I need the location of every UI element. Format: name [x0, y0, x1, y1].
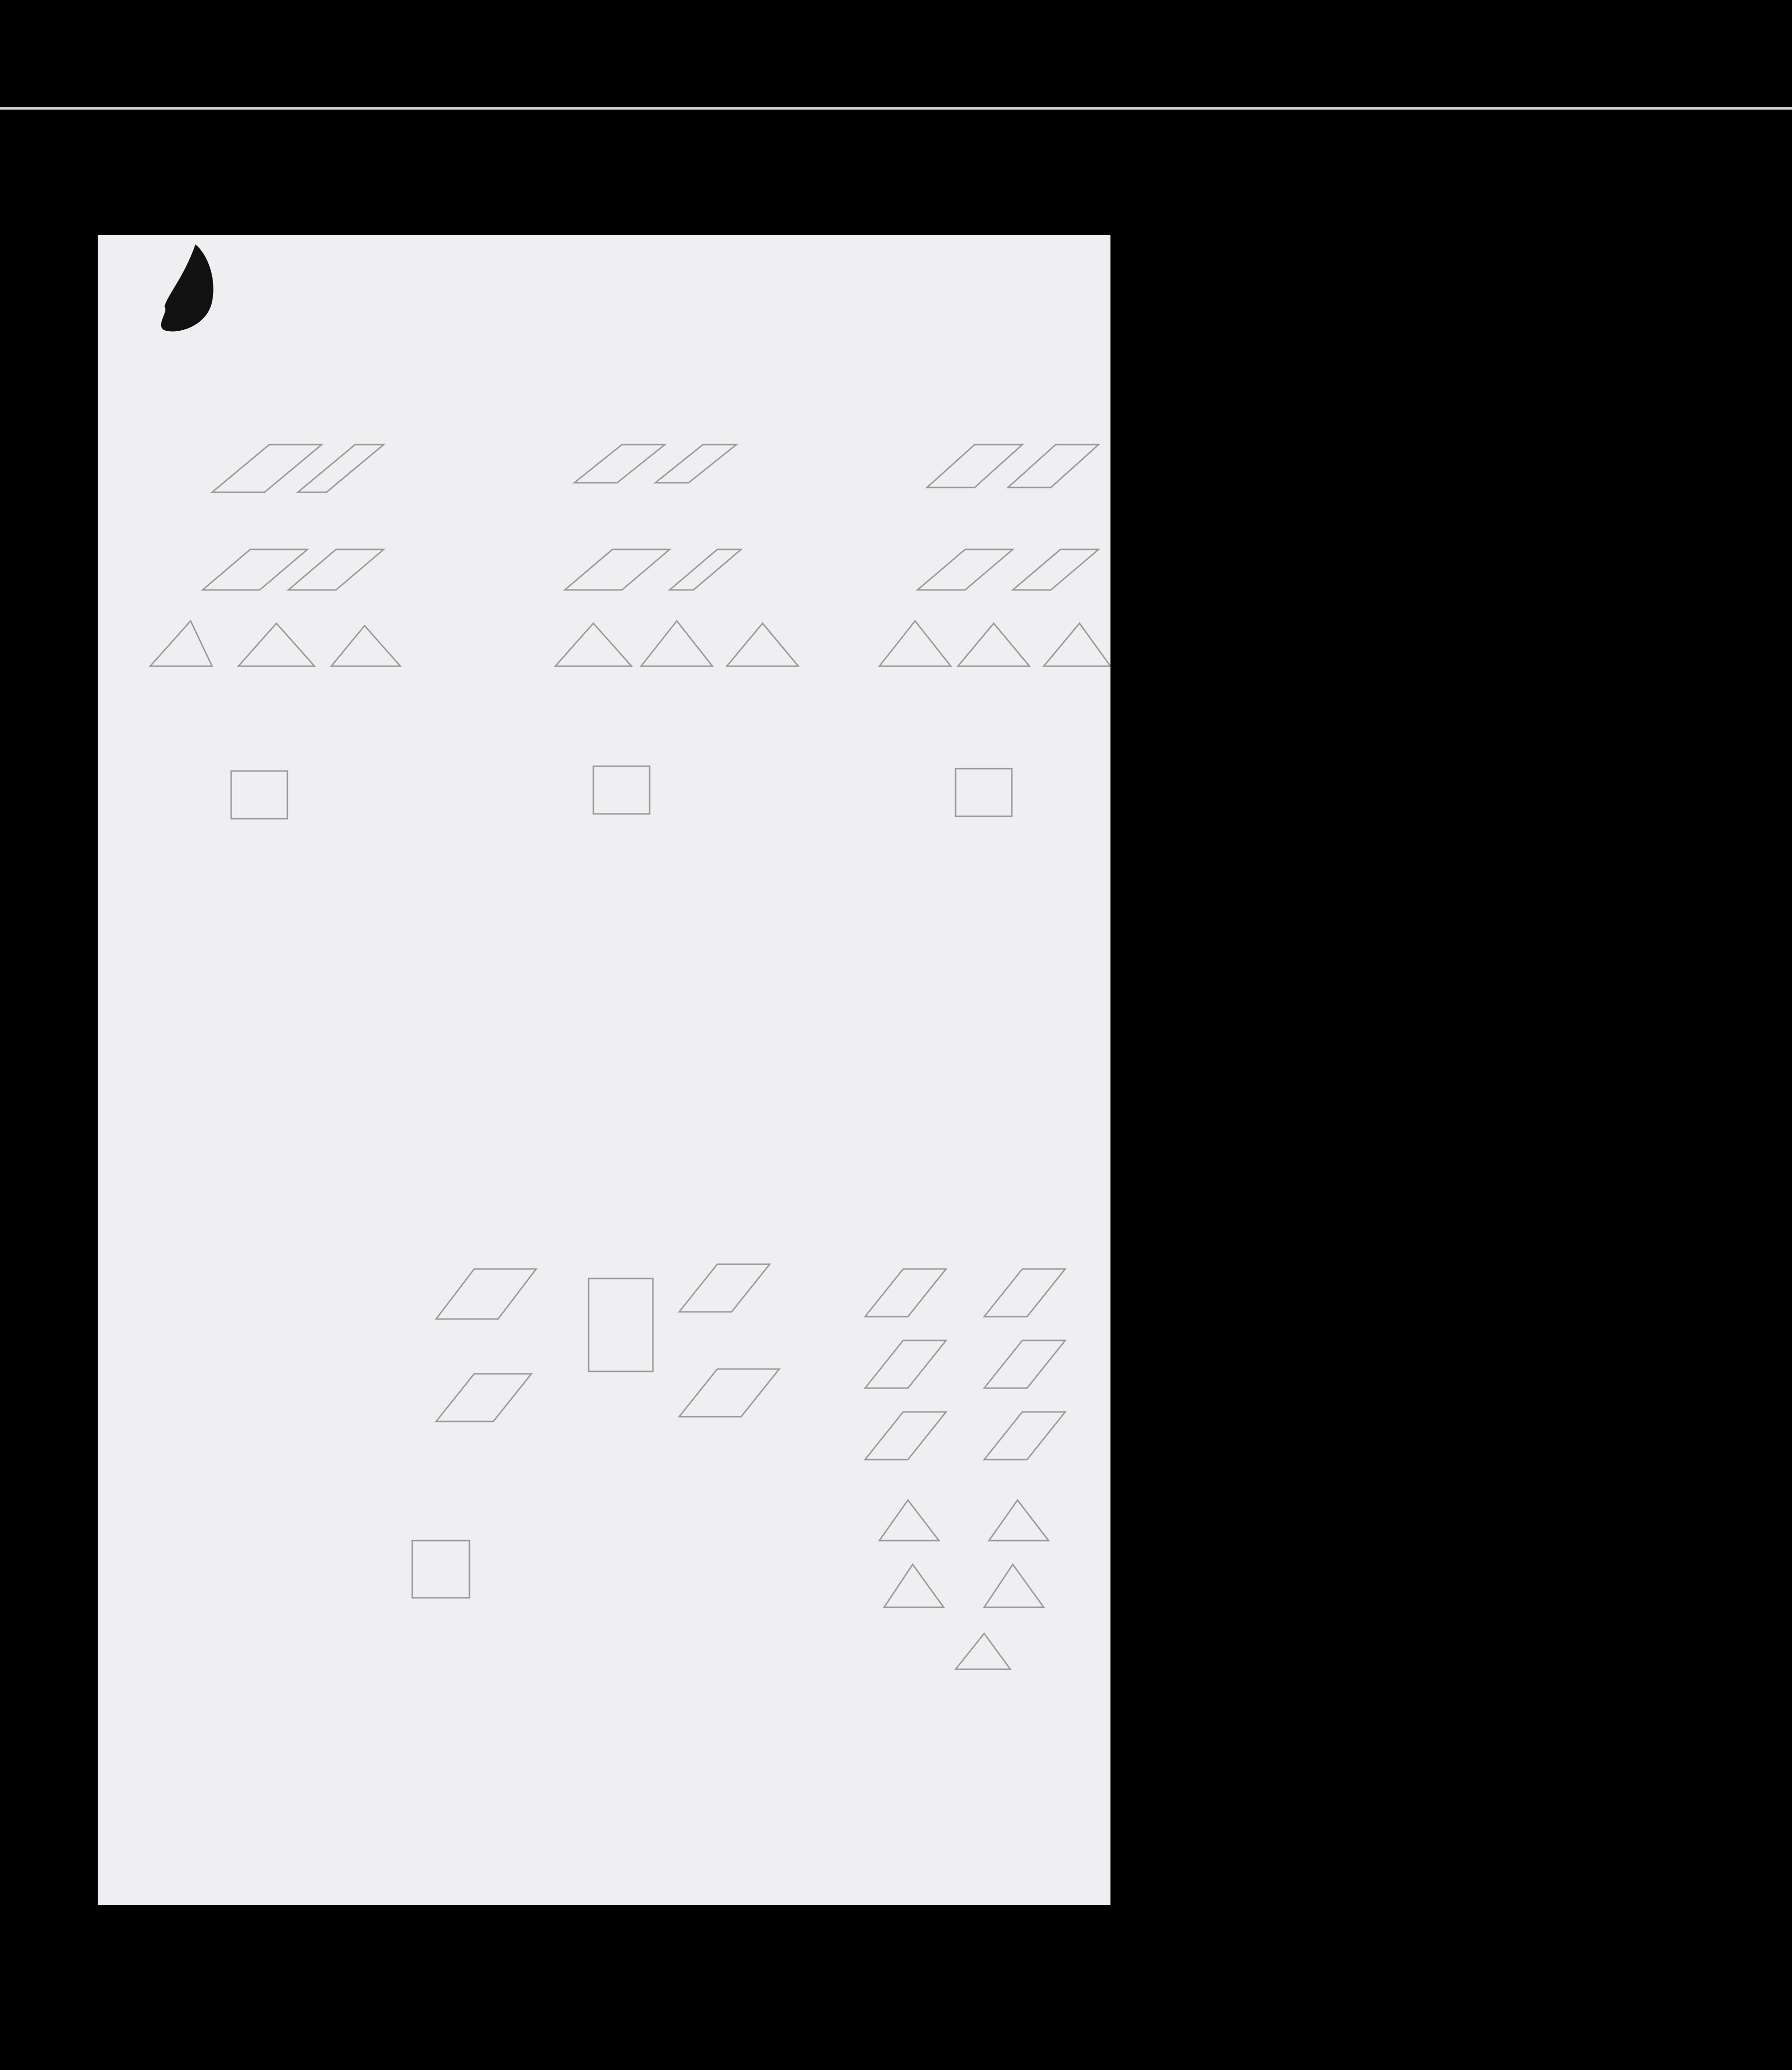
document-sheet	[98, 235, 1110, 1905]
diagram-lines	[98, 235, 1110, 1905]
ink-blot	[161, 244, 214, 332]
microfilm-top-edge	[0, 107, 1792, 110]
